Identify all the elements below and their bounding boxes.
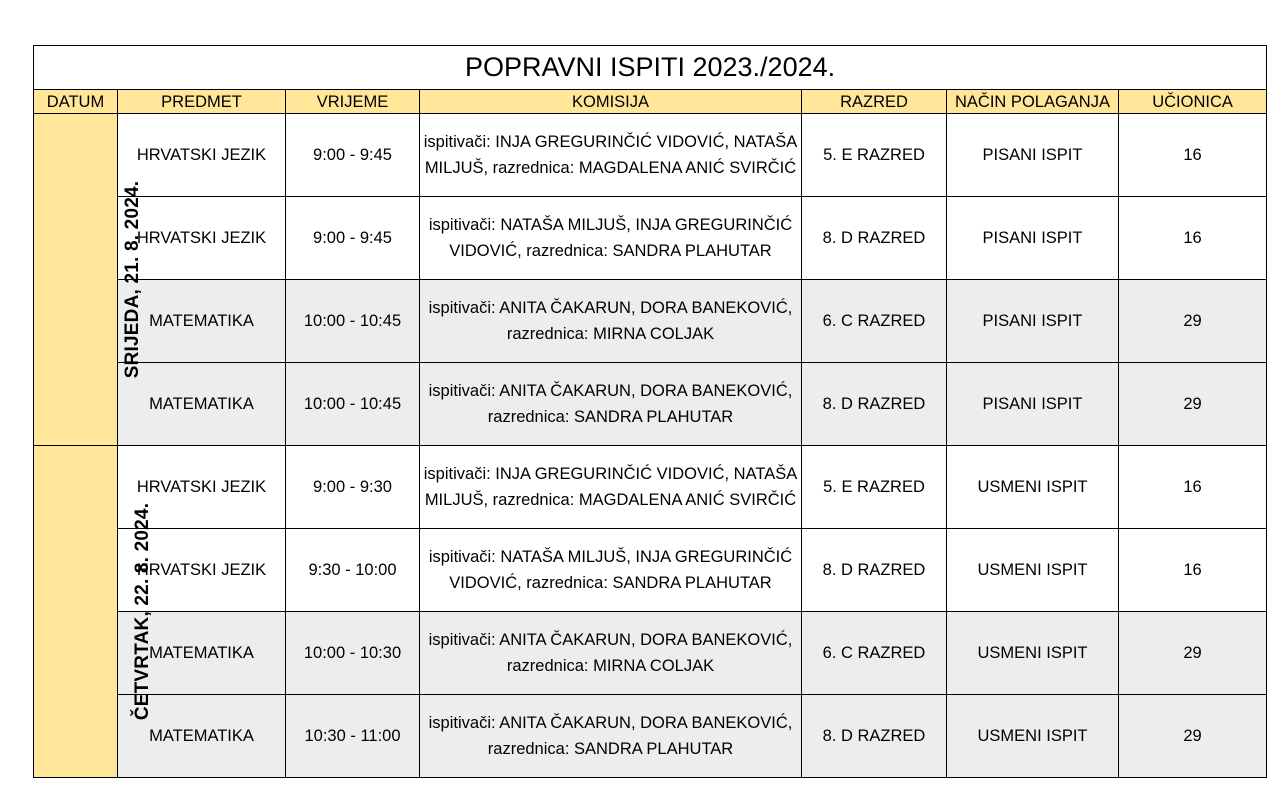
razred-cell: 5. E RAZRED <box>802 114 947 197</box>
exam-schedule-table <box>33 45 1267 778</box>
date-label: SRIJEDA, 21. 8. 2024. <box>122 180 144 378</box>
razred-cell: 6. C RAZRED <box>802 612 947 695</box>
table-row <box>34 197 1267 280</box>
vrijeme-cell: 9:00 - 9:45 <box>286 197 420 280</box>
header-vrijeme: VRIJEME <box>286 90 420 114</box>
vrijeme-cell: 9:00 - 9:30 <box>286 446 420 529</box>
table-row <box>34 280 1267 363</box>
ucionica-cell: 29 <box>1119 363 1267 446</box>
table-row <box>34 446 1267 529</box>
komisija-cell: ispitivači: INJA GREGURINČIĆ VIDOVIĆ, NATAŠA MILJUŠ, razrednica: MAGDALENA ANIĆ SVIRČIĆ <box>420 446 802 529</box>
nacin-cell: PISANI ISPIT <box>947 114 1119 197</box>
ucionica-cell: 16 <box>1119 446 1267 529</box>
predmet-cell: HRVATSKI JEZIK <box>118 529 286 612</box>
header-komisija: KOMISIJA <box>420 90 802 114</box>
komisija-cell: ispitivači: ANITA ČAKARUN, DORA BANEKOVIĆ, razrednica: MIRNA COLJAK <box>420 612 802 695</box>
header-razred: RAZRED <box>802 90 947 114</box>
vrijeme-cell: 9:00 - 9:45 <box>286 114 420 197</box>
header-predmet: PREDMET <box>118 90 286 114</box>
header-row <box>34 90 1267 114</box>
ucionica-cell: 16 <box>1119 529 1267 612</box>
table-title: POPRAVNI ISPITI 2023./2024. <box>34 46 1267 90</box>
predmet-cell: MATEMATIKA <box>118 612 286 695</box>
vrijeme-cell: 9:30 - 10:00 <box>286 529 420 612</box>
header-datum: DATUM <box>34 90 118 114</box>
komisija-cell: ispitivači: NATAŠA MILJUŠ, INJA GREGURINČIĆ VIDOVIĆ, razrednica: SANDRA PLAHUTAR <box>420 529 802 612</box>
header-nacin-polaganja: NAČIN POLAGANJA <box>947 90 1119 114</box>
nacin-cell: USMENI ISPIT <box>947 446 1119 529</box>
nacin-cell: PISANI ISPIT <box>947 363 1119 446</box>
predmet-cell: MATEMATIKA <box>118 363 286 446</box>
komisija-cell: ispitivači: ANITA ČAKARUN, DORA BANEKOVIĆ, razrednica: MIRNA COLJAK <box>420 280 802 363</box>
nacin-cell: USMENI ISPIT <box>947 529 1119 612</box>
vrijeme-cell: 10:00 - 10:30 <box>286 612 420 695</box>
header-ucionica: UČIONICA <box>1119 90 1267 114</box>
komisija-cell: ispitivači: ANITA ČAKARUN, DORA BANEKOVIĆ, razrednica: SANDRA PLAHUTAR <box>420 695 802 778</box>
nacin-cell: PISANI ISPIT <box>947 197 1119 280</box>
razred-cell: 8. D RAZRED <box>802 363 947 446</box>
nacin-cell: USMENI ISPIT <box>947 695 1119 778</box>
table-row <box>34 529 1267 612</box>
komisija-cell: ispitivači: NATAŠA MILJUŠ, INJA GREGURINČIĆ VIDOVIĆ, razrednica: SANDRA PLAHUTAR <box>420 197 802 280</box>
vrijeme-cell: 10:30 - 11:00 <box>286 695 420 778</box>
table-row <box>34 695 1267 778</box>
razred-cell: 8. D RAZRED <box>802 197 947 280</box>
predmet-cell: HRVATSKI JEZIK <box>118 197 286 280</box>
komisija-cell: ispitivači: ANITA ČAKARUN, DORA BANEKOVIĆ, razrednica: SANDRA PLAHUTAR <box>420 363 802 446</box>
table-row <box>34 114 1267 197</box>
ucionica-cell: 29 <box>1119 612 1267 695</box>
nacin-cell: PISANI ISPIT <box>947 280 1119 363</box>
predmet-cell: HRVATSKI JEZIK <box>118 114 286 197</box>
razred-cell: 8. D RAZRED <box>802 695 947 778</box>
date-cell <box>34 446 154 778</box>
razred-cell: 6. C RAZRED <box>802 280 947 363</box>
vrijeme-cell: 10:00 - 10:45 <box>286 280 420 363</box>
ucionica-cell: 16 <box>1119 197 1267 280</box>
predmet-cell: HRVATSKI JEZIK <box>118 446 286 529</box>
date-cell <box>34 114 144 446</box>
ucionica-cell: 29 <box>1119 695 1267 778</box>
ucionica-cell: 29 <box>1119 280 1267 363</box>
table-row <box>34 363 1267 446</box>
ucionica-cell: 16 <box>1119 114 1267 197</box>
date-label: ČETVRTAK, 22. 8. 2024. <box>132 502 154 720</box>
title-row <box>34 46 1267 90</box>
table-row <box>34 612 1267 695</box>
predmet-cell: MATEMATIKA <box>118 280 286 363</box>
vrijeme-cell: 10:00 - 10:45 <box>286 363 420 446</box>
razred-cell: 5. E RAZRED <box>802 446 947 529</box>
predmet-cell: MATEMATIKA <box>118 695 286 778</box>
razred-cell: 8. D RAZRED <box>802 529 947 612</box>
komisija-cell: ispitivači: INJA GREGURINČIĆ VIDOVIĆ, NATAŠA MILJUŠ, razrednica: MAGDALENA ANIĆ SVIRČIĆ <box>420 114 802 197</box>
nacin-cell: USMENI ISPIT <box>947 612 1119 695</box>
